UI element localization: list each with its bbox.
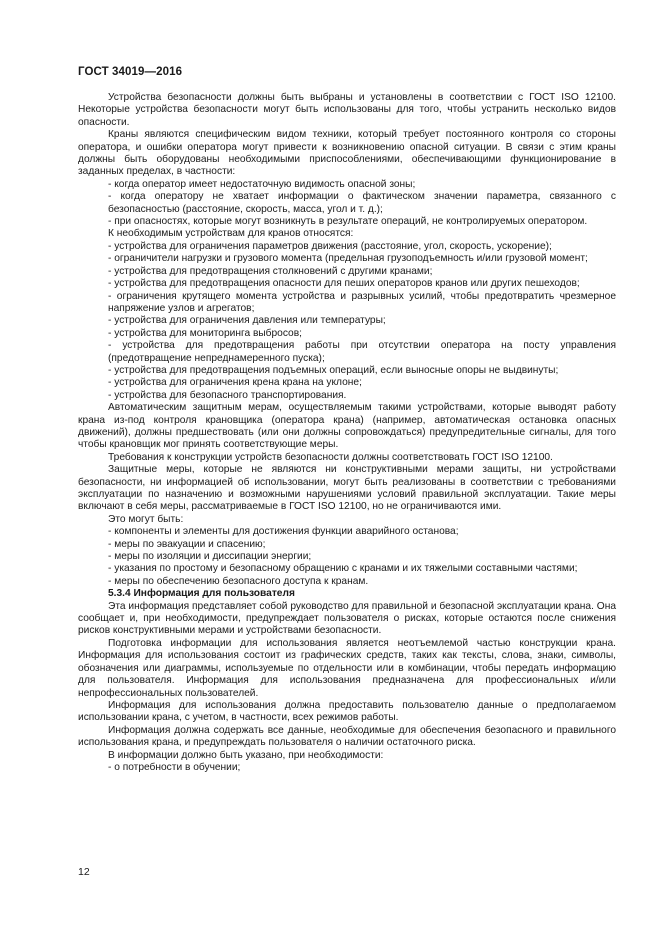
list-item: - устройства для предотвращения работы при отсутствии оператора на посту управления (предотвращение непреднамеренного пуска); — [108, 340, 616, 364]
list-item: - устройства для мониторинга выбросов; — [108, 327, 302, 339]
list-item: - указания по простому и безопасному обращению с кранами и их тяжелыми составными частями; — [108, 563, 578, 575]
list-item: - устройства для предотвращения подъемных операций, если выносные опоры не выдвинуты; — [108, 364, 559, 376]
list-item: - устройства для предотвращения столкновений с другими кранами; — [108, 265, 433, 277]
list-item: - меры по обеспечению безопасного доступа к кранам. — [108, 575, 369, 587]
list-item: - меры по изоляции и диссипации энергии; — [108, 551, 312, 563]
list-item: - о потребности в обучении; — [108, 761, 241, 773]
list-item: - устройства для безопасного транспортирования. — [108, 389, 347, 401]
document-header: ГОСТ 34019—2016 — [78, 66, 183, 78]
page-number: 12 — [78, 866, 90, 878]
list-item: - устройства для предотвращения опасности для пеших операторов кранов или других пешеходов; — [108, 278, 580, 290]
list-item: - устройства для ограничения параметров движения (расстояние, угол, скорость, ускорение); — [108, 240, 552, 252]
list-item: - при опасностях, которые могут возникнуть в результате операций, не контролируемых оператором. — [108, 216, 588, 228]
paragraph: В информации должно быть указано, при необходимости: — [108, 749, 384, 761]
list-item: - когда оператор имеет недостаточную видимость опасной зоны; — [108, 178, 416, 190]
paragraph: Требования к конструкции устройств безопасности должны соответствовать ГОСТ ISO 12100. — [108, 451, 553, 463]
paragraph: Защитные меры, которые не являются ни конструктивными мерами защиты, ни устройствами безопасности, ни информацией об использовании, могут быть реализованы в соответствии с требованиями эксплуатации по назначению и возможными нарушениями условий правильной эксплуатации. Такие меры включают в себя меры, рассматриваемые в ГОСТ ISO 12100, но не ограничиваются ими. — [78, 464, 616, 513]
paragraph: Устройства безопасности должны быть выбраны и установлены в соответствии с ГОСТ ISO 12100. Некоторые устройства безопасности могут быть использованы для того, чтобы устранить несколько видов опасности. — [78, 92, 616, 128]
paragraph: Краны являются специфическим видом техники, который требует постоянного контроля со стороны оператора, и ошибки оператора могут привести к возникновению опасной ситуации. В связи с этим краны должны быть оборудованы необходимыми приспособлениями, обеспечивающими функционирование в заданных пределах, в частности: — [78, 129, 616, 178]
list-item: - компоненты и элементы для достижения функции аварийного останова; — [108, 526, 459, 538]
paragraph: Эта информация представляет собой руководство для правильной и безопасной эксплуатации крана. Она сообщает и, при необходимости, предупреждает пользователя о рисках, которые остаются после снижения рисков конструктивными мерами и устройствами безопасности. — [78, 600, 616, 637]
paragraph: Информация должна содержать все данные, необходимые для обеспечения безопасного и правильного использования крана, и предупреждать пользователя о наличии остаточного риска. — [78, 724, 616, 749]
paragraph: Это могут быть: — [108, 513, 184, 525]
list-item: - ограничители нагрузки и грузового момента (предельная грузоподъемность и/или грузовой момент; — [108, 253, 588, 265]
list-item: - устройства для ограничения крена крана на уклоне; — [108, 377, 362, 389]
document-body — [78, 92, 616, 774]
paragraph: К необходимым устройствам для кранов относятся: — [108, 228, 354, 240]
paragraph: Информация для использования должна предоставить пользователю данные о предполагаемом использовании крана, с учетом, в частности, всех режимов работы. — [78, 699, 616, 724]
section-heading: 5.3.4 Информация для пользователя — [108, 588, 295, 600]
list-item: - ограничения крутящего момента устройства и разрывных усилий, чтобы предотвратить чрезмерное напряжение узлов и агрегатов; — [108, 290, 616, 314]
list-item: - меры по эвакуации и спасению; — [108, 538, 266, 550]
list-item: - когда оператору не хватает информации о фактическом значении параметра, связанного с безопасностью (расстояние, скорость, масса, угол и т. д.); — [108, 191, 616, 215]
list-item: - устройства для ограничения давления или температуры; — [108, 315, 386, 327]
paragraph: Автоматическим защитным мерам, осуществляемым такими устройствами, которые выводят работу крана из-под контроля крановщика (оператора крана) (например, автоматическая остановка опасных движений), должны предшествовать (или они должны сопровождаться) предупредительные сигналы, для того чтобы крановщик мог принять соответствующие меры. — [78, 402, 616, 451]
paragraph: Подготовка информации для использования является неотъемлемой частью конструкции крана. Информация для использования состоит из графических средств, таких как тексты, слова, знаки, символы, обозначения или диаграммы, используемые по отдельности или в комбинации, чтобы передать информацию для пользователя. Информация для использования предназначена для профессиональных и/или непрофессиональных пользователей. — [78, 637, 616, 699]
